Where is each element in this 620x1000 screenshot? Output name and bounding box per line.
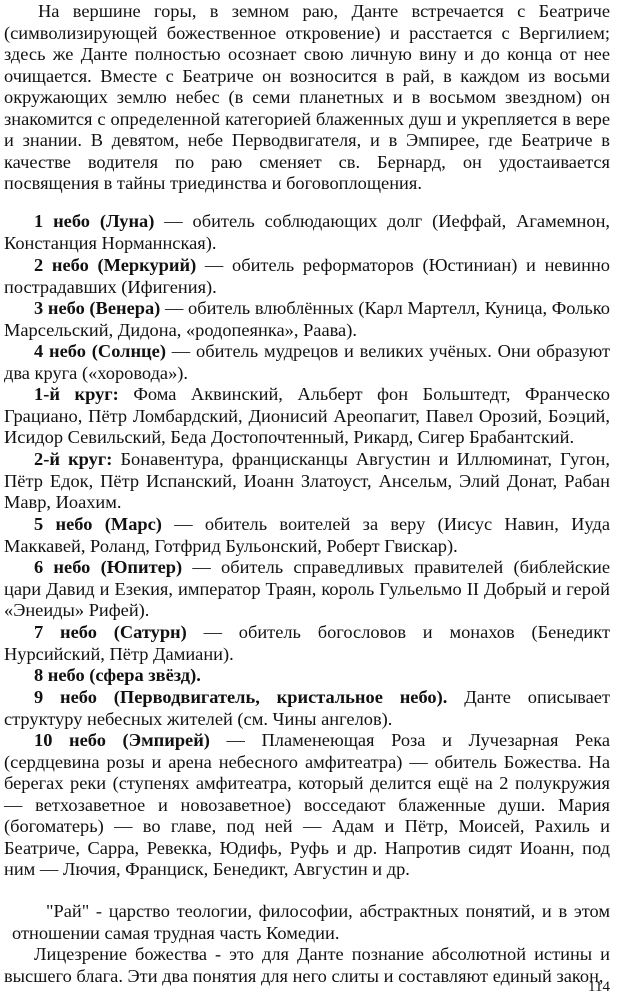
heaven-4 xyxy=(4,341,610,384)
heaven-title: 5 небо (Марс) xyxy=(34,514,162,534)
circle-1 xyxy=(4,384,610,449)
circle-text: Бонавентура, францисканцы Августин и Иллюминат, Гугон, Пётр Едок, Пётр Испанский, Иоанн Златоуст, Ансельм, Элий Донат, Рабан Мавр, Иоахим. xyxy=(4,449,610,512)
heaven-text: — обитель влюблённых (Карл Мартелл, Куница, Фолько Марсельский, Дидона, «родопеянка», Раава). xyxy=(4,298,610,340)
heaven-7 xyxy=(4,622,610,665)
heaven-title: 3 небо (Венера) xyxy=(34,298,161,318)
heaven-8 xyxy=(4,665,610,687)
intro-paragraph: На вершине горы, в земном раю, Данте встречается с Беатриче (символизирующей божественное откровение) и расстается с Вергилием; здесь же Данте полностью осознает свою личную вину и до конца от нее очищается. Вместе с Беатриче он возносится в рай, в каждом из восьми окружающих землю небес (в семи планетных и в восьмом звездном) он знакомится с определенной категорией блаженных душ и укрепляется в вере и знании. В девятом, небе Перводвигателя, и в Эмпирее, где Беатриче в качестве водителя по раю сменяет св. Бернард, он удостаивается посвящения в тайны триединства и боговоплощения. xyxy=(4,1,610,193)
heaven-title: 4 небо (Солнце) xyxy=(34,341,166,361)
heaven-title: 9 небо (Перводвигатель, кристальное небо). xyxy=(34,687,448,707)
circle-title: 2-й круг: xyxy=(34,449,113,469)
circle-title: 1-й круг: xyxy=(34,384,119,404)
heaven-text: — обитель богословов и монахов (Бенедикт Нурсийский, Пётр Дамиани). xyxy=(4,622,610,664)
heaven-6 xyxy=(4,557,610,622)
heaven-text: — обитель мудрецов и великих учёных. Они образуют два круга («хоровода»). xyxy=(4,341,611,383)
heaven-text: — обитель реформаторов (Юстиниан) и невинно пострадавших (Ифигения). xyxy=(4,255,610,297)
heaven-text: — обитель воителей за веру (Иисус Навин, Иуда Маккавей, Роланд, Готфрид Бульонский, Роберт Гвискар). xyxy=(4,514,610,556)
heaven-title: 2 небо (Меркурий) xyxy=(34,255,197,275)
heaven-5 xyxy=(4,514,610,557)
rai-paragraph: "Рай" - царство теологии, философии, абстрактных понятий, и в этом отношении самая трудная часть Комедии. xyxy=(12,901,610,943)
circle-text: Фома Аквинский, Альберт фон Больштедт, Франческо Грациано, Пётр Ломбардский, Дионисий Ареопагит, Павел Орозий, Боэций, Исидор Севильский, Беда Достопочтенный, Рикард, Сигер Брабантский. xyxy=(4,384,610,447)
heaven-text: — обитель соблюдающих долг (Иеффай, Агамемнон, Констанция Норманнская). xyxy=(4,211,611,253)
circle-2 xyxy=(4,449,610,514)
heaven-text: Данте описывает структуру небесных жителей (см. Чины ангелов). xyxy=(4,687,610,729)
heaven-1 xyxy=(4,211,610,254)
heaven-title: 6 небо (Юпитер) xyxy=(34,557,183,577)
heaven-title: 7 небо (Сатурн) xyxy=(34,622,187,642)
heaven-title: 8 небо (сфера звёзд). xyxy=(34,665,201,685)
page-number: 114 xyxy=(588,979,610,995)
contemplation-paragraph: Лицезрение божества - это для Данте познание абсолютной истины и высшего блага. Эти два понятия для него слиты и составляют единый закон, xyxy=(4,944,610,986)
heaven-10 xyxy=(4,730,610,881)
heaven-text: — Пламенеющая Роза и Лучезарная Река (сердцевина розы и арена небесного амфитеатра) — обитель Божества. На берегах реки (ступенях амфитеатра, который делится ещё на 2 полукружия — ветхозаветное и новозаветное) восседают блаженные души. Мария (богоматерь) — во главе, под ней — Адам и Пётр, Моисей, Рахиль и Беатриче, Сарра, Ревекка, Юдифь, Руфь и др. Напротив сидят Иоанн, под ним — Лючия, Франциск, Бенедикт, Августин и др. xyxy=(4,730,611,879)
heaven-text: — обитель справедливых правителей (библейские цари Давид и Езекия, император Траян, король Гульельмо II Добрый и герой «Энеиды» Рифей). xyxy=(4,557,610,620)
heaven-9 xyxy=(4,687,610,730)
heaven-3 xyxy=(4,298,610,341)
heaven-2 xyxy=(4,255,610,298)
heaven-title: 1 небо (Луна) xyxy=(34,211,155,231)
heaven-title: 10 небо (Эмпирей) xyxy=(34,730,210,750)
